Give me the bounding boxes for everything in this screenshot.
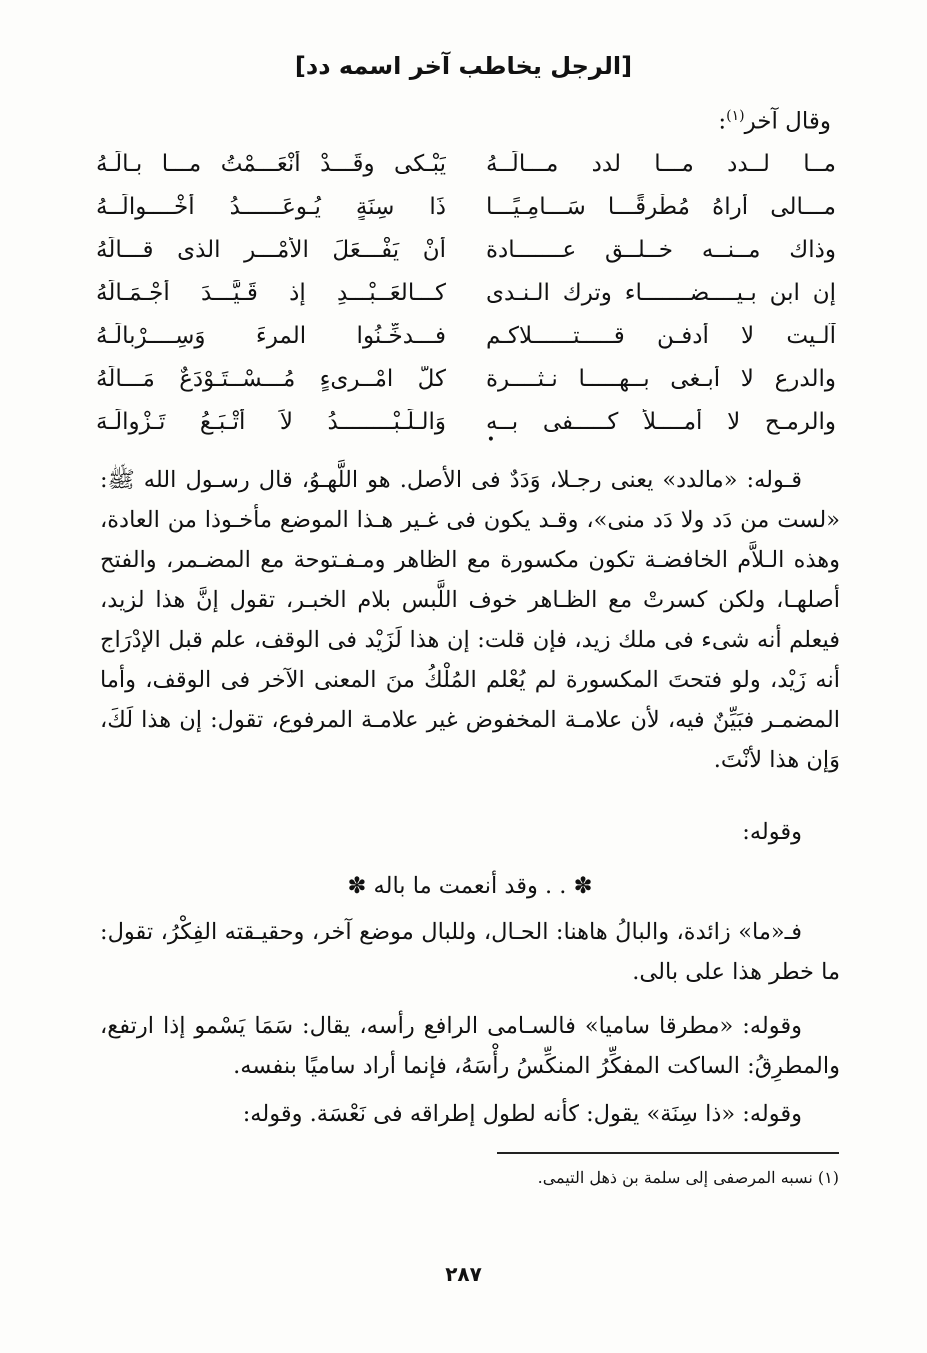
- hemistich-second: أَنْ يَفْـــعَلَ الأَمْـــر الذى قـــالَهُ: [96, 236, 446, 263]
- verse: [96, 400, 836, 443]
- poem-end-mark: •: [486, 432, 495, 448]
- hemistich-first: والرمـح لا أمــــلأ كـــــفى بــه: [486, 408, 836, 435]
- verse: [96, 314, 836, 357]
- page-number: ٢٨٧: [445, 1262, 482, 1286]
- paragraph: قـوله: «مالدد» يعنى رجـلا، وَدَدٌ فى الأصل. هو اللَّهـوُ، قال رسـول الله ﷺ: «لست من دَد ولا دَد منى»، وقـد يكون فى غـير هـذا الموضع مأخـوذا من العادة، وهذه الـلاَّم الخافضـة تكون مكسورة مع الظاهر ومـفـتوحة مع المضـمر، والفتح أصلهـا، ولكن كسرتْ مع الظـاهر خوف اللَّبس بلام الخبـر، تقول إنَّ هذا لزيد، فيعلم أنه شىء فى ملك زيد، فإن قلت: إن هذا لَزَيْد فى الوقف، علم قبل الإدْرَاج أنه زَيْد، ولو فتحتَ المكسورة لم يُعْلم المُلْكُ منَ المعنى الآخر فى الوقف، وأما المضمـر فبَيِّنٌ فيه، لأن علامـة المخفوض غير علامـة المرفوع، تقول: إن هذا لَكَ، وَإن هذا لأنْتَ.: [100, 467, 840, 773]
- hemistich-second: وَالـلِّـبْــــــــدُ لاَ أَتْـبَـعُ تَـزْوالَـهَ: [96, 408, 446, 435]
- paragraph: فـ«ما» زائدة، والبالُ هاهنا: الحـال، وللبال موضع آخر، وحقيـقته الفِكْرُ، تقول: ما خطر هذا على بالى.: [100, 919, 840, 985]
- hemistich-second: كلُّ امْــرِىءٍ مُـــسْــتَـوْدَعٌ مَـــالَهُ: [96, 365, 446, 392]
- page-header: [الرجل يخاطب آخر اسمه دد]: [294, 52, 633, 80]
- quote: ✽ . . وقد أنعمت ما باله ✽: [347, 873, 593, 899]
- hemistich-first: إن ابن بـيــــضـــــــاء وترك الـنـدى: [486, 279, 836, 306]
- commentary-block-1: [100, 460, 840, 780]
- verse: [96, 228, 836, 271]
- hemistich-first: مــا لــدد مـــا لدد مـــالَــهُ: [486, 150, 836, 177]
- verse: [96, 271, 836, 314]
- intro-colon: :: [718, 108, 727, 135]
- hemistich-first: آلـيت لا أدفـن قـــــتــــــلاكـم: [486, 322, 836, 349]
- commentary-block-4: [100, 1006, 840, 1098]
- hemistich-second: ذَا سِنَةٍ يُـوعَــــــدُ أَخْــــوالَــهُ: [96, 193, 446, 220]
- paragraph: وقوله: «ذا سِنَة» يقول: كأنه لطول إطراقه فى نَعْسَة. وقوله:: [242, 1101, 802, 1127]
- poem-intro: [718, 108, 831, 135]
- verse: [96, 185, 836, 228]
- paragraph: وقوله:: [742, 819, 802, 845]
- commentary-block-2: [100, 812, 840, 852]
- hemistich-first: مـــالى أراهُ مُطْرِقًـــا سَـــامِـيًـــا: [486, 193, 836, 220]
- hemistich-second: يَبْـكى وقَـــدْ أَنْعَـــمْتُ مـــا بـالَـهُ: [96, 150, 446, 177]
- hemistich-second: فـــدخِّـنُوا المرءَ وَسِــــرْبالَـهُ: [96, 322, 446, 349]
- verse: [96, 357, 836, 400]
- commentary-block-5: [100, 1094, 840, 1146]
- footnote-ref[interactable]: (١): [726, 108, 745, 124]
- hemistich-second: كـــالعَــبْـــدِ إذ قَـيَّـــدَ أَجْـمَـالَهُ: [96, 279, 446, 306]
- paragraph: وقوله: «مطرقا ساميا» فالسـامى الرافع رأسه، يقال: سَمَا يَسْمو إذا ارتفع، والمطرِقُ: الساكت المفكِّرُ المنكِّسُ رأْسَهُ، فإنما أراد ساميًا بنفسه.: [100, 1013, 840, 1079]
- hemistich-first: والدرع لا أبـغى بــهـــــا نـثــــرة: [486, 365, 836, 392]
- hemistich-first: وذاك مــنــه خــلــق عـــــــادة: [486, 236, 836, 263]
- commentary-block-3: [100, 912, 840, 1004]
- verse: [96, 142, 836, 185]
- intro-text: وقال آخر: [744, 108, 831, 135]
- footnote: (١) نسبه المرصفى إلى سلمة بن ذهل التيمى.: [537, 1168, 839, 1187]
- poem: [96, 142, 836, 443]
- footnote-divider: [497, 1152, 839, 1154]
- quoted-hemistich: [100, 866, 840, 906]
